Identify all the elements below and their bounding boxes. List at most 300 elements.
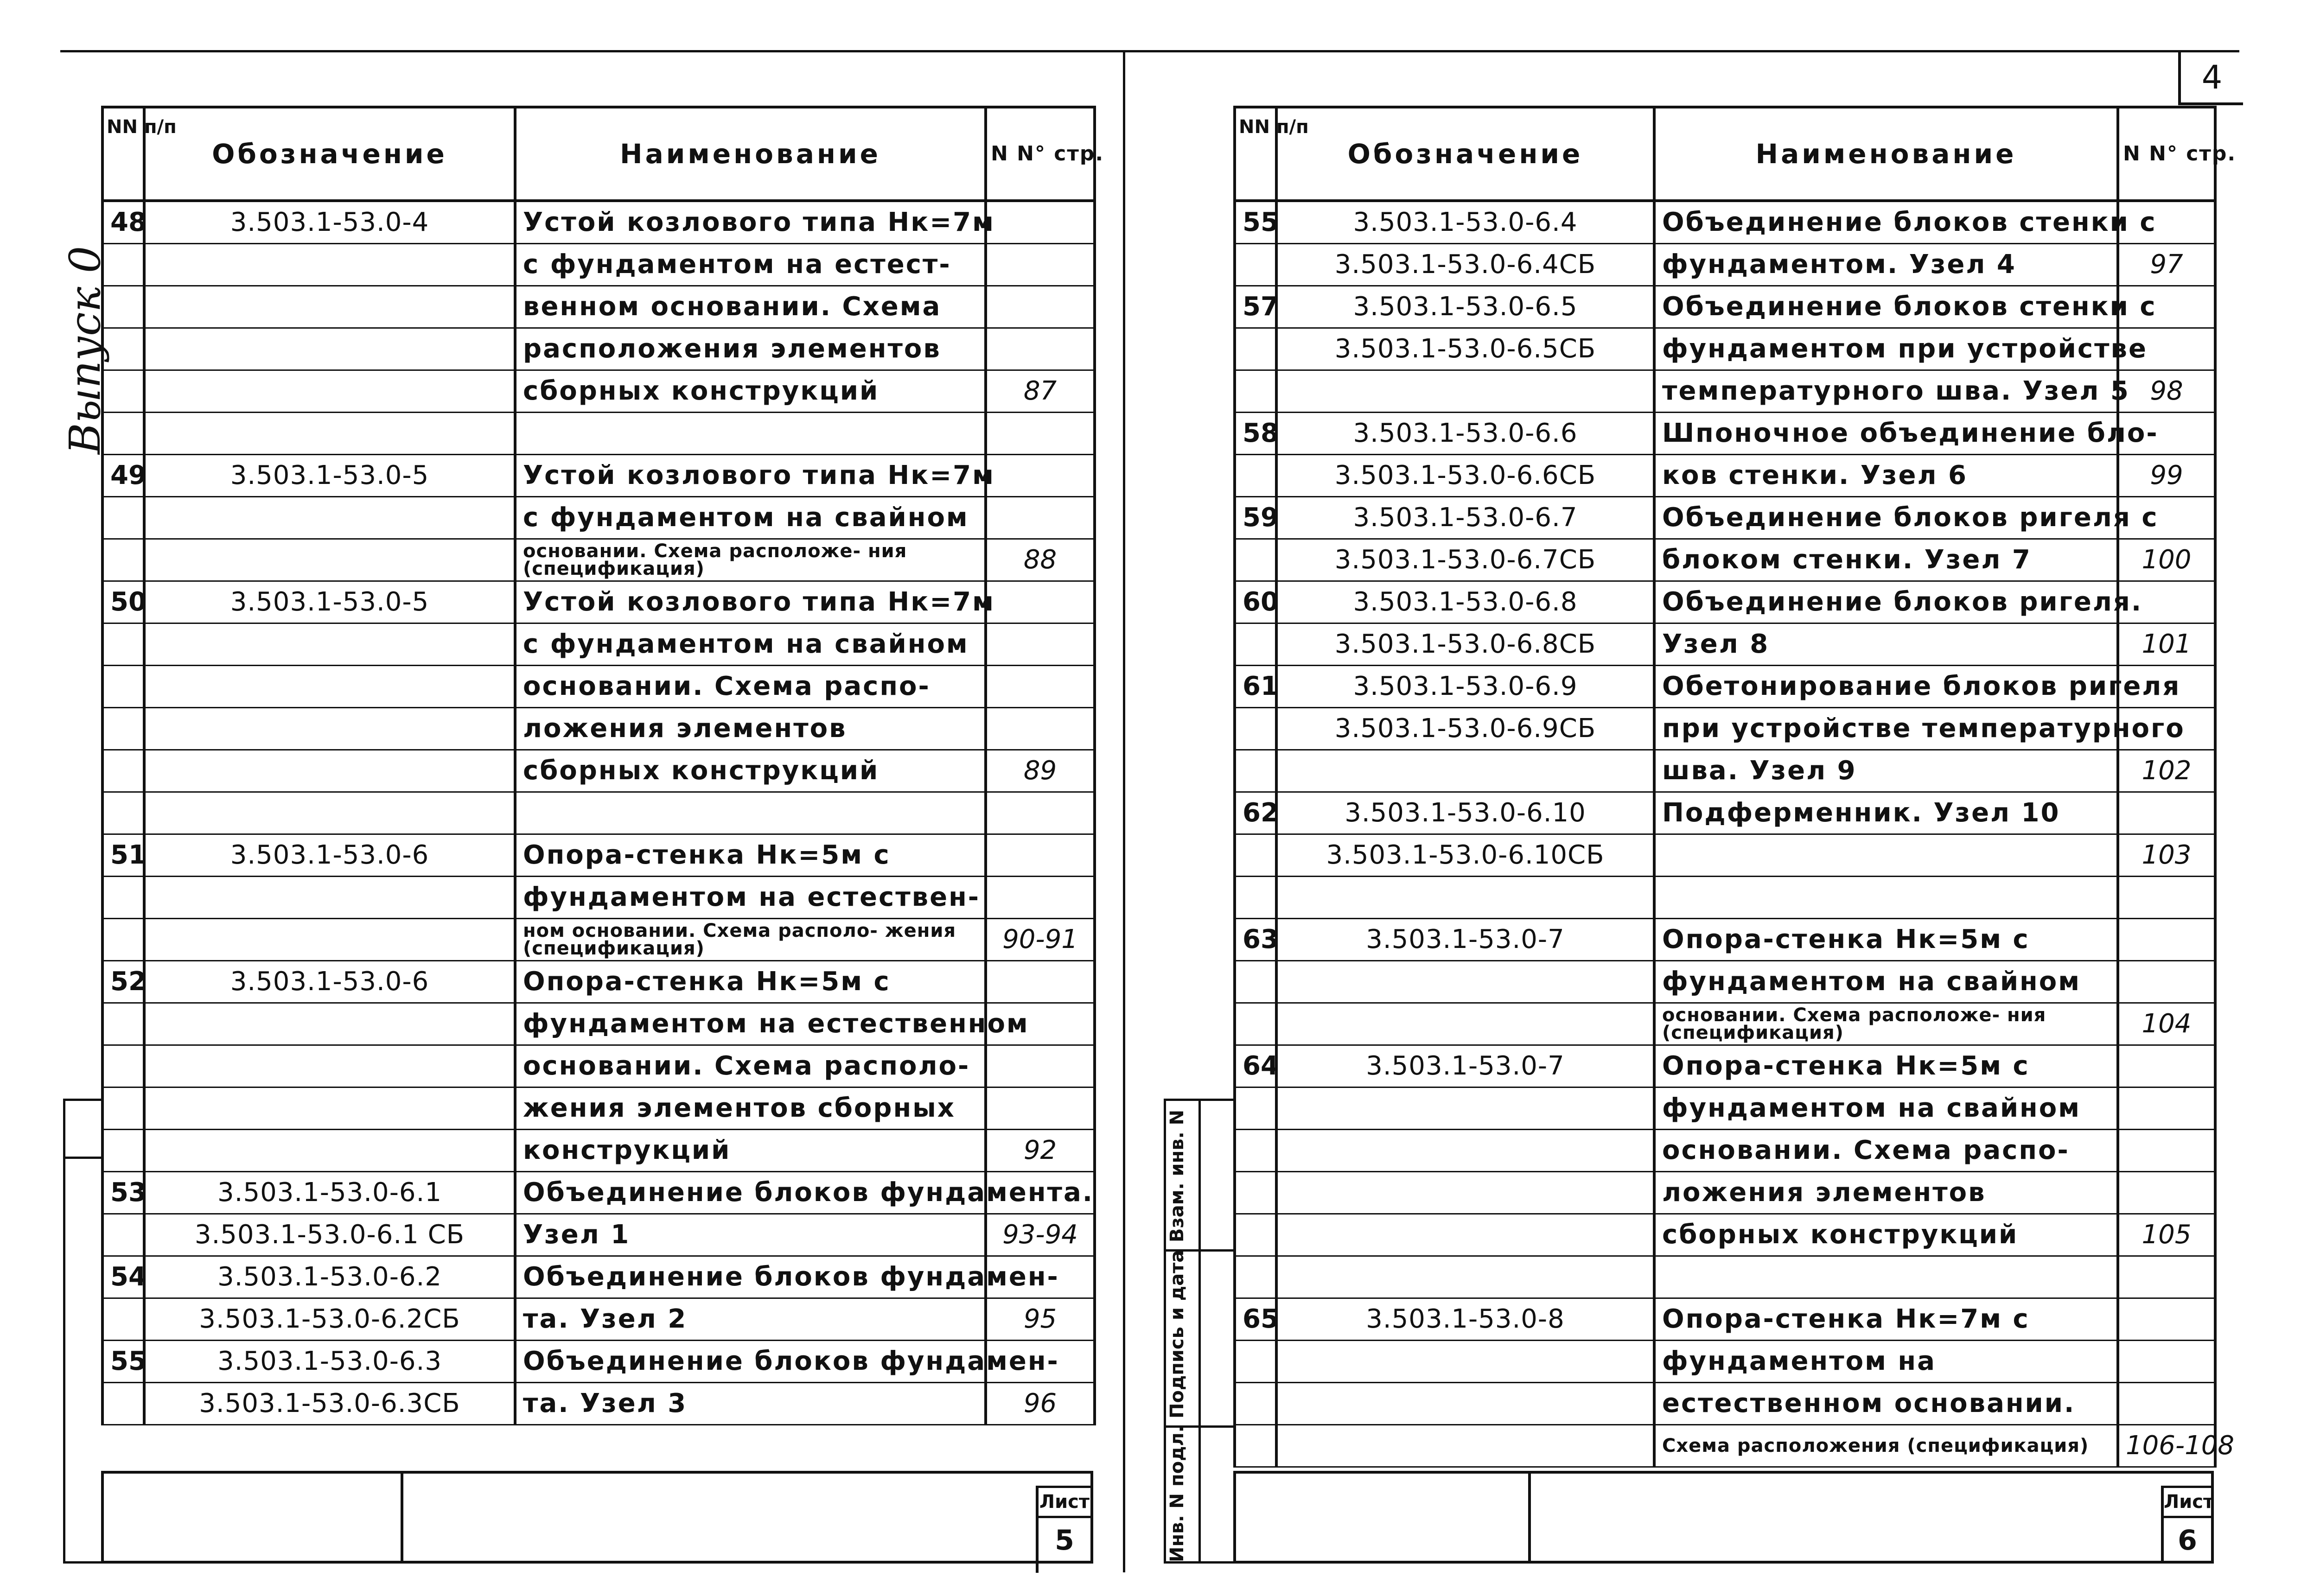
left-stamp-strip	[63, 1099, 101, 1564]
row-page: 102	[2118, 750, 2215, 792]
table-row	[102, 497, 1095, 539]
row-page	[2118, 1341, 2215, 1383]
row-number	[102, 919, 144, 961]
row-designation: 3.503.1-53.0-6.9СБ	[1276, 708, 1654, 750]
row-page	[2118, 1383, 2215, 1425]
table-row	[102, 413, 1095, 455]
table-row	[102, 1087, 1095, 1130]
row-designation	[144, 1045, 515, 1087]
row-number: 61	[1235, 666, 1276, 708]
row-title: Опора-стенка Нк=7м с	[1654, 1298, 2118, 1341]
row-designation: 3.503.1-53.0-6.1 СБ	[144, 1214, 515, 1256]
row-number	[102, 1298, 144, 1341]
row-number	[1235, 539, 1276, 581]
table-row	[1235, 1214, 2215, 1256]
row-title: фундаментом на свайном	[1654, 1087, 2118, 1130]
row-designation	[1276, 1130, 1654, 1172]
row-number	[1235, 1003, 1276, 1045]
corner-number-box	[2178, 52, 2243, 105]
table-row	[1235, 1383, 2215, 1425]
row-designation	[144, 877, 515, 919]
row-page	[986, 623, 1095, 666]
row-designation	[1276, 1256, 1654, 1298]
row-number: 62	[1235, 792, 1276, 834]
row-designation: 3.503.1-53.0-6	[144, 834, 515, 877]
row-title: ложения элементов	[1654, 1172, 2118, 1214]
row-title	[515, 792, 986, 834]
table-row	[1235, 201, 2215, 244]
row-page: 99	[2118, 455, 2215, 497]
table-row	[102, 961, 1095, 1003]
row-title: с фундаментом на свайном	[515, 623, 986, 666]
row-designation	[144, 497, 515, 539]
row-number	[102, 750, 144, 792]
table-row	[102, 1298, 1095, 1341]
table-row	[102, 792, 1095, 834]
table-row	[102, 1341, 1095, 1383]
row-page	[2118, 877, 2215, 919]
row-designation	[144, 708, 515, 750]
col-page-header: N N° стр.	[986, 107, 1095, 201]
row-number	[102, 877, 144, 919]
row-designation	[144, 286, 515, 328]
table-row	[102, 750, 1095, 792]
row-number: 53	[102, 1172, 144, 1214]
row-title: та. Узел 3	[515, 1383, 986, 1425]
row-number: 54	[102, 1256, 144, 1298]
row-page	[2118, 961, 2215, 1003]
left-footer	[101, 1471, 1093, 1564]
row-designation: 3.503.1-53.0-6.9	[1276, 666, 1654, 708]
stamp-label-inv: Инв. N подл.	[1166, 1425, 1188, 1562]
row-page: 93-94	[986, 1214, 1095, 1256]
row-designation	[1276, 1087, 1654, 1130]
row-designation	[1276, 961, 1654, 1003]
row-title: фундаментом на естествен-	[515, 877, 986, 919]
row-designation	[144, 919, 515, 961]
row-page: 101	[2118, 623, 2215, 666]
row-title: Объединение блоков стенки с	[1654, 286, 2118, 328]
table-header	[1235, 107, 2215, 201]
row-number: 58	[1235, 413, 1276, 455]
row-designation	[144, 328, 515, 370]
row-title: фундаментом. Узел 4	[1654, 244, 2118, 286]
table-row	[102, 286, 1095, 328]
row-designation: 3.503.1-53.0-6.4	[1276, 201, 1654, 244]
row-designation	[144, 623, 515, 666]
col-num-header: NN п/п	[102, 107, 144, 201]
row-page: 100	[2118, 539, 2215, 581]
row-designation	[144, 792, 515, 834]
row-designation: 3.503.1-53.0-6.1	[144, 1172, 515, 1214]
row-number	[102, 497, 144, 539]
row-designation: 3.503.1-53.0-6.10СБ	[1276, 834, 1654, 877]
row-designation: 3.503.1-53.0-6.3	[144, 1341, 515, 1383]
table-row	[102, 244, 1095, 286]
row-page	[986, 877, 1095, 919]
row-page	[986, 792, 1095, 834]
row-number	[1235, 1383, 1276, 1425]
row-number	[1235, 623, 1276, 666]
row-title: при устройстве температурного	[1654, 708, 2118, 750]
row-number	[1235, 877, 1276, 919]
row-designation: 3.503.1-53.0-6.8	[1276, 581, 1654, 623]
table-row	[102, 623, 1095, 666]
table-row	[1235, 834, 2215, 877]
row-page	[2118, 919, 2215, 961]
row-page: 95	[986, 1298, 1095, 1341]
table-row	[1235, 1341, 2215, 1383]
row-title: Объединение блоков фундамен-	[515, 1341, 986, 1383]
row-page	[986, 455, 1095, 497]
table-row	[102, 666, 1095, 708]
row-page	[2118, 1298, 2215, 1341]
row-designation: 3.503.1-53.0-6.6	[1276, 413, 1654, 455]
row-page	[986, 581, 1095, 623]
row-page	[986, 286, 1095, 328]
row-number	[1235, 1341, 1276, 1383]
row-number: 48	[102, 201, 144, 244]
row-designation	[1276, 1172, 1654, 1214]
row-designation: 3.503.1-53.0-6.6СБ	[1276, 455, 1654, 497]
row-designation	[1276, 1425, 1654, 1467]
row-designation: 3.503.1-53.0-6.7СБ	[1276, 539, 1654, 581]
row-title: Устой козлового типа Нк=7м	[515, 201, 986, 244]
row-designation	[144, 1003, 515, 1045]
row-page: 96	[986, 1383, 1095, 1425]
row-number	[1235, 708, 1276, 750]
row-title: основании. Схема расположе- ния (спецификация)	[515, 539, 986, 581]
row-page: 104	[2118, 1003, 2215, 1045]
row-number	[102, 1214, 144, 1256]
col-name-header: Наименование	[515, 107, 986, 201]
row-page	[2118, 1087, 2215, 1130]
row-title: основании. Схема расположе- ния (спецификация)	[1654, 1003, 2118, 1045]
row-number	[102, 413, 144, 455]
row-title: блоком стенки. Узел 7	[1654, 539, 2118, 581]
row-page: 89	[986, 750, 1095, 792]
row-page	[2118, 1045, 2215, 1087]
table-row	[1235, 1130, 2215, 1172]
row-page: 97	[2118, 244, 2215, 286]
row-number	[1235, 1214, 1276, 1256]
row-title: та. Узел 2	[515, 1298, 986, 1341]
row-page: 103	[2118, 834, 2215, 877]
row-designation: 3.503.1-53.0-6.8СБ	[1276, 623, 1654, 666]
table-row	[1235, 1045, 2215, 1087]
row-title: жения элементов сборных	[515, 1087, 986, 1130]
row-number	[1235, 370, 1276, 413]
row-designation	[1276, 1214, 1654, 1256]
left-sheet-box	[1036, 1486, 1090, 1573]
row-designation: 3.503.1-53.0-6	[144, 961, 515, 1003]
row-number: 65	[1235, 1298, 1276, 1341]
row-title: Устой козлового типа Нк=7м	[515, 455, 986, 497]
row-designation	[1276, 1003, 1654, 1045]
top-rule	[60, 50, 2239, 52]
row-number	[102, 539, 144, 581]
row-title: Подферменник. Узел 10	[1654, 792, 2118, 834]
table-row	[102, 708, 1095, 750]
row-number	[102, 1045, 144, 1087]
table-row	[102, 877, 1095, 919]
right-footer-divider	[1528, 1474, 1531, 1561]
table-row	[1235, 413, 2215, 455]
table-row	[102, 1003, 1095, 1045]
row-page	[2118, 1256, 2215, 1298]
table-row	[1235, 919, 2215, 961]
row-title: ном основании. Схема располо- жения (спецификация)	[515, 919, 986, 961]
row-title: Обетонирование блоков ригеля	[1654, 666, 2118, 708]
row-number	[1235, 1087, 1276, 1130]
row-page	[2118, 1172, 2215, 1214]
row-title: с фундаментом на свайном	[515, 497, 986, 539]
row-number: 49	[102, 455, 144, 497]
table-row	[102, 1383, 1095, 1425]
row-page	[2118, 1130, 2215, 1172]
row-title: сборных конструкций	[1654, 1214, 2118, 1256]
row-number: 57	[1235, 286, 1276, 328]
table-row	[1235, 244, 2215, 286]
row-number	[102, 244, 144, 286]
row-designation: 3.503.1-53.0-7	[1276, 1045, 1654, 1087]
row-number: 60	[1235, 581, 1276, 623]
row-title: конструкций	[515, 1130, 986, 1172]
row-page	[2118, 792, 2215, 834]
row-number	[102, 1003, 144, 1045]
col-num-header: NN п/п	[1235, 107, 1276, 201]
row-page	[986, 1045, 1095, 1087]
row-page: 105	[2118, 1214, 2215, 1256]
table-row	[1235, 877, 2215, 919]
row-title: Схема расположения (спецификация)	[1654, 1425, 2118, 1467]
row-title: Устой козлового типа Нк=7м	[515, 581, 986, 623]
table-row	[1235, 539, 2215, 581]
row-number	[1235, 1130, 1276, 1172]
table-row	[1235, 1256, 2215, 1298]
table-row	[102, 539, 1095, 581]
sheet-number: 6	[2178, 1524, 2197, 1557]
stamp-label-repl: Взам. инв. N	[1166, 1109, 1188, 1242]
table-row	[1235, 581, 2215, 623]
table-row	[1235, 497, 2215, 539]
row-number	[102, 370, 144, 413]
row-designation	[1276, 1383, 1654, 1425]
row-page	[986, 201, 1095, 244]
row-page: 92	[986, 1130, 1095, 1172]
table-row	[102, 1256, 1095, 1298]
row-page: 87	[986, 370, 1095, 413]
table-row	[102, 919, 1095, 961]
row-number	[102, 1087, 144, 1130]
row-designation	[1276, 750, 1654, 792]
row-number	[102, 328, 144, 370]
col-page-header: N N° стр.	[2118, 107, 2215, 201]
table-row	[1235, 1172, 2215, 1214]
row-designation: 3.503.1-53.0-8	[1276, 1298, 1654, 1341]
row-number: 59	[1235, 497, 1276, 539]
row-page: 88	[986, 539, 1095, 581]
row-number: 55	[102, 1341, 144, 1383]
table-row	[1235, 792, 2215, 834]
row-number	[102, 708, 144, 750]
row-designation: 3.503.1-53.0-6.7	[1276, 497, 1654, 539]
row-designation: 3.503.1-53.0-6.2СБ	[144, 1298, 515, 1341]
sheet-number: 5	[1055, 1524, 1074, 1557]
row-page	[986, 961, 1095, 1003]
row-number	[1235, 834, 1276, 877]
table-row	[102, 1172, 1095, 1214]
row-designation: 3.503.1-53.0-6.10	[1276, 792, 1654, 834]
row-designation: 3.503.1-53.0-5	[144, 581, 515, 623]
row-number	[102, 286, 144, 328]
row-title: Объединение блоков фундамен-	[515, 1256, 986, 1298]
row-title	[1654, 1256, 2118, 1298]
row-designation	[1276, 1341, 1654, 1383]
row-title: основании. Схема распо-	[515, 666, 986, 708]
col-code-header: Обозначение	[144, 107, 515, 201]
row-number	[1235, 244, 1276, 286]
row-page	[986, 708, 1095, 750]
table-row	[1235, 708, 2215, 750]
row-title: ложения элементов	[515, 708, 986, 750]
row-title: Узел 1	[515, 1214, 986, 1256]
row-number	[102, 1383, 144, 1425]
table-row	[102, 581, 1095, 623]
table-row	[1235, 623, 2215, 666]
row-page: 90-91	[986, 919, 1095, 961]
stamp-label-sign: Подпись и дата	[1166, 1250, 1188, 1418]
row-page	[986, 244, 1095, 286]
row-page	[986, 413, 1095, 455]
row-number	[1235, 328, 1276, 370]
row-title: Узел 8	[1654, 623, 2118, 666]
row-title: сборных конструкций	[515, 750, 986, 792]
row-page: 106-108	[2118, 1425, 2215, 1467]
row-designation: 3.503.1-53.0-6.4СБ	[1276, 244, 1654, 286]
right-sheet-box	[2161, 1486, 2214, 1564]
table-row	[1235, 455, 2215, 497]
row-number: 51	[102, 834, 144, 877]
table-row	[102, 201, 1095, 244]
row-designation	[144, 244, 515, 286]
row-designation: 3.503.1-53.0-4	[144, 201, 515, 244]
row-number	[1235, 1425, 1276, 1467]
table-row	[102, 1045, 1095, 1087]
row-designation	[1276, 370, 1654, 413]
col-code-header: Обозначение	[1276, 107, 1654, 201]
row-number	[1235, 1256, 1276, 1298]
row-title	[1654, 877, 2118, 919]
row-title: сборных конструкций	[515, 370, 986, 413]
row-number	[1235, 455, 1276, 497]
row-title: ков стенки. Узел 6	[1654, 455, 2118, 497]
table-row	[1235, 961, 2215, 1003]
row-title: шва. Узел 9	[1654, 750, 2118, 792]
row-designation: 3.503.1-53.0-6.2	[144, 1256, 515, 1298]
row-designation	[144, 370, 515, 413]
table-row	[102, 370, 1095, 413]
table-row	[1235, 1298, 2215, 1341]
right-register-table	[1233, 106, 2237, 1468]
row-designation	[144, 750, 515, 792]
right-footer	[1233, 1471, 2214, 1564]
row-designation	[144, 666, 515, 708]
left-footer-divider	[401, 1474, 403, 1561]
row-title: Шпоночное объединение бло-	[1654, 413, 2118, 455]
row-title	[515, 413, 986, 455]
row-number	[102, 623, 144, 666]
row-designation: 3.503.1-53.0-7	[1276, 919, 1654, 961]
table-row	[102, 455, 1095, 497]
center-divider	[1123, 52, 1125, 1572]
row-designation	[144, 1087, 515, 1130]
table-row	[1235, 370, 2215, 413]
table-row	[1235, 666, 2215, 708]
row-title: Объединение блоков ригеля с	[1654, 497, 2118, 539]
row-page	[986, 328, 1095, 370]
row-title: с фундаментом на естест-	[515, 244, 986, 286]
corner-number: 4	[2201, 58, 2223, 96]
row-designation: 3.503.1-53.0-5	[144, 455, 515, 497]
table-row	[1235, 328, 2215, 370]
row-designation	[1276, 877, 1654, 919]
row-title: фундаментом при устройстве	[1654, 328, 2118, 370]
row-title: фундаментом на естественном	[515, 1003, 986, 1045]
table-row	[1235, 1425, 2215, 1467]
row-number: 64	[1235, 1045, 1276, 1087]
row-number	[1235, 1172, 1276, 1214]
row-designation: 3.503.1-53.0-6.5	[1276, 286, 1654, 328]
table-row	[1235, 750, 2215, 792]
row-number: 63	[1235, 919, 1276, 961]
row-title: основании. Схема располо-	[515, 1045, 986, 1087]
row-designation: 3.503.1-53.0-6.5СБ	[1276, 328, 1654, 370]
row-number	[102, 1130, 144, 1172]
row-title: фундаментом на	[1654, 1341, 2118, 1383]
table-row	[1235, 1003, 2215, 1045]
table-row	[102, 834, 1095, 877]
row-page	[986, 834, 1095, 877]
table-row	[1235, 286, 2215, 328]
row-title: температурного шва. Узел 5	[1654, 370, 2118, 413]
row-designation	[144, 539, 515, 581]
row-page	[986, 1087, 1095, 1130]
row-designation	[144, 1130, 515, 1172]
row-title: венном основании. Схема	[515, 286, 986, 328]
row-designation	[144, 413, 515, 455]
col-name-header: Наименование	[1654, 107, 2118, 201]
row-page: 98	[2118, 370, 2215, 413]
row-page	[986, 497, 1095, 539]
row-designation: 3.503.1-53.0-6.3СБ	[144, 1383, 515, 1425]
issue-label: Выпуск 0	[60, 246, 110, 454]
left-register-table	[101, 106, 1104, 1425]
row-title: фундаментом на свайном	[1654, 961, 2118, 1003]
row-title: Объединение блоков ригеля.	[1654, 581, 2118, 623]
row-number	[1235, 750, 1276, 792]
table-row	[1235, 1087, 2215, 1130]
table-row	[102, 328, 1095, 370]
row-title	[1654, 834, 2118, 877]
sheet-label: Лист	[2164, 1488, 2211, 1518]
row-title: естественном основании.	[1654, 1383, 2118, 1425]
table-row	[102, 1130, 1095, 1172]
row-number	[1235, 961, 1276, 1003]
row-title: Опора-стенка Нк=5м с	[515, 961, 986, 1003]
row-number	[102, 666, 144, 708]
row-number: 50	[102, 581, 144, 623]
